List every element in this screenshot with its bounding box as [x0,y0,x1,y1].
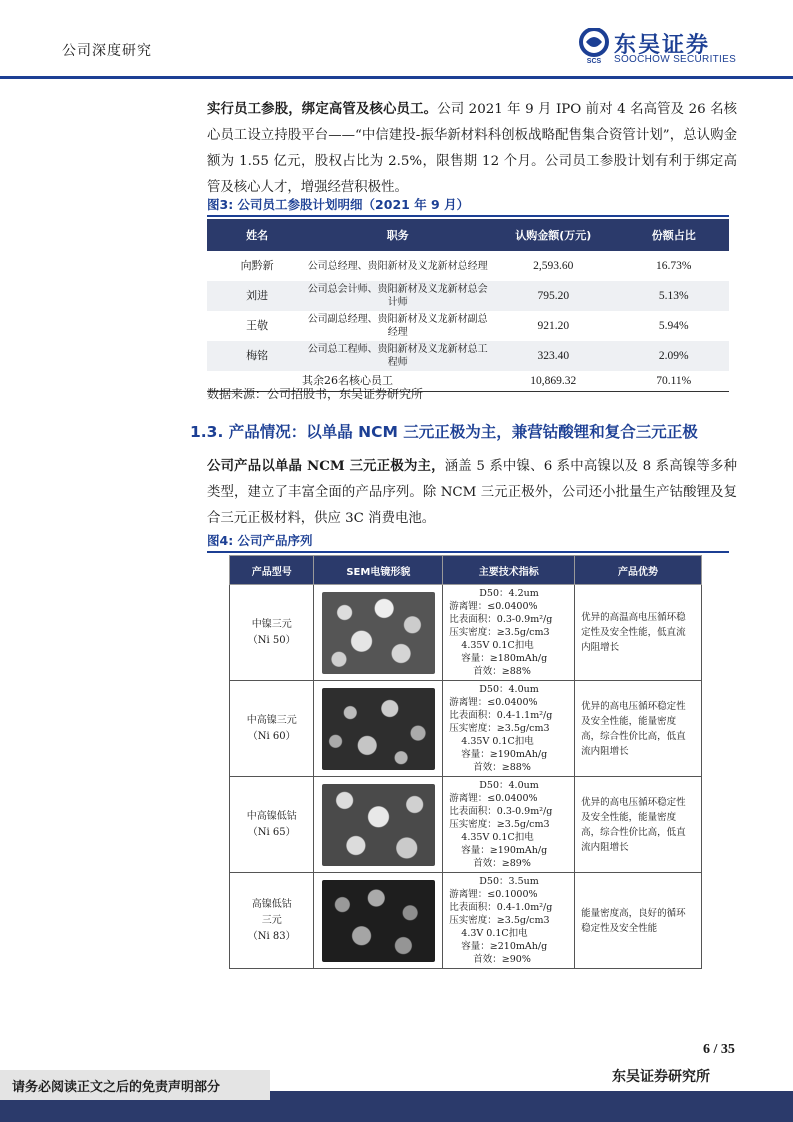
cell-amount: 323.40 [488,341,618,371]
product-row [230,681,702,777]
cell-share: 16.73% [655,260,692,272]
col-header-role: 职务 [307,219,488,251]
table-row [207,281,729,311]
sem-image-cell [314,873,443,969]
product-ni-label: （Ni 83） [247,930,296,942]
spec-test-condition: 4.35V 0.1C扣电 [461,832,534,843]
figure4-caption: 图4: 公司产品序列 [207,533,313,548]
intro-bold: 实行员工参股，绑定高管及核心员工。 [207,101,438,117]
product-specs [443,873,575,969]
product-text: 涵盖 5 系中镍、6 系中高镍以及 8 系高镍等多种类型，建立了丰富全面的产品序列。除 NCM 三元正极外，公司还小批量生产钴酸锂及复合三元正极材料，供应 3C 消费电池。 [207,459,737,526]
product-series-table [229,555,702,969]
product-name-line: 三元 [261,914,282,926]
header-rule [0,76,793,79]
table-row [207,311,729,341]
spec-efficiency: 首效：≥88% [473,762,531,773]
spec-test-condition: 4.35V 0.1C扣电 [461,640,534,651]
product-advantage: 优异的高电压循环稳定性及安全性能，能量密度高，综合性价比高，低直流内阻增长 [575,777,702,873]
cell-amount: 2,593.60 [533,260,574,272]
figure3-caption-rule [207,215,729,217]
table-row [207,341,729,371]
product-name-line: 高镍低钴 [251,898,292,910]
product-name [230,681,314,777]
spec-test-condition: 4.35V 0.1C扣电 [461,736,534,747]
spec-free-lithium: 游离锂：≤0.0400% [449,793,538,804]
col-header-sem: SEM电镜形貌 [314,556,443,585]
cell-share: 5.13% [618,281,729,311]
page-number: 6 / 35 [703,1042,735,1057]
product-name [230,777,314,873]
spec-density: 压实密度：≥3.5g/cm3 [449,627,550,638]
intro-text: 公司 2021 年 9 月 IPO 前对 4 名高管及 26 名核心员工设立持股平台——“中信建投-振华新材料科创板战略配售集合资管计划”，总认购金额为 1.55 亿元，股权占比为 2.5%，限售期 12 个月。公司员工参股计划有利于绑定高管及核心人才，增强经营积极性。 [207,102,738,195]
spec-free-lithium: 游离锂：≤0.0400% [449,697,538,708]
product-ni-label: （Ni 50） [247,634,296,646]
spec-capacity: 容量：≥180mAh/g [461,653,548,664]
cell-role: 公司副总经理、贵阳新材及义龙新材副总经理 [307,314,488,338]
sem-micrograph-image [322,592,435,674]
spec-d50: D50：4.2um [479,588,539,599]
cell-name: 王敬 [246,319,269,332]
spec-efficiency: 首效：≥89% [473,858,531,869]
sem-micrograph-image [322,880,435,962]
sem-micrograph-image [322,784,435,866]
product-advantage: 优异的高电压循环稳定性及安全性能，能量密度高，综合性价比高，低直流内阻增长 [575,681,702,777]
table-row [207,251,729,281]
cell-name: 梅铭 [207,341,307,371]
spec-d50: D50：4.0um [479,684,539,695]
spec-surface-area: 比表面积：0.3-0.9m²/g [449,614,553,625]
spec-free-lithium: 游离锂：≤0.1000% [449,889,538,900]
sem-image-cell [314,777,443,873]
product-specs [443,681,575,777]
figure3-caption: 图3: 公司员工参股计划明细（2021 年 9 月） [207,197,470,212]
cell-amount: 921.20 [537,320,570,332]
product-name [230,585,314,681]
cell-others-label: 其余26名核心员工 [207,371,488,392]
spec-capacity: 容量：≥210mAh/g [461,941,548,952]
employee-share-table [207,219,729,392]
data-source: 数据来源：公司招股书，东吴证券研究所 [207,387,424,401]
figure4-caption-rule [207,551,729,553]
product-name [230,873,314,969]
col-header-name: 姓名 [207,219,307,251]
logo-mark-text: SCS [586,58,602,64]
spec-d50: D50：4.0um [479,780,539,791]
product-ni-label: （Ni 60） [247,730,296,742]
spec-efficiency: 首效：≥90% [473,954,531,965]
cell-share: 70.11% [618,371,729,392]
logo-mark-icon [578,28,610,64]
spec-capacity: 容量：≥190mAh/g [461,845,548,856]
sem-micrograph-image [322,688,435,770]
product-name-line: 中镍三元 [251,618,292,630]
sem-image-cell [314,681,443,777]
cell-share: 2.09% [618,341,729,371]
spec-capacity: 容量：≥190mAh/g [461,749,548,760]
product-row [230,777,702,873]
brand-logo [578,28,738,68]
spec-free-lithium: 游离锂：≤0.0400% [449,601,538,612]
cell-share: 5.94% [658,320,689,332]
product-advantage: 能量密度高，良好的循环稳定性及安全性能 [575,873,702,969]
product-specs [443,585,575,681]
col-header-specs: 主要技术指标 [443,556,575,585]
sem-image-cell [314,585,443,681]
product-name-line: 中高镍三元 [246,714,297,726]
cell-name: 向黔新 [240,259,274,272]
cell-role: 公司总工程师、贵阳新材及义龙新材总工程师 [307,341,488,371]
disclaimer-text: 请务必阅读正文之后的免责声明部分 [12,1080,221,1095]
col-header-share: 份额占比 [618,219,729,251]
product-row [230,873,702,969]
spec-density: 压实密度：≥3.5g/cm3 [449,723,550,734]
cell-amount: 10,869.32 [488,371,618,392]
intro-paragraph [207,96,737,201]
cell-name: 刘进 [207,281,307,311]
cell-amount: 795.20 [488,281,618,311]
col-header-amount: 认购金额(万元) [488,219,618,251]
section-heading: 1.3. 产品情况：以单晶 NCM 三元正极为主，兼营钴酸锂和复合三元正极 [190,423,698,441]
footer-organization: 东吴证券研究所 [612,1069,710,1085]
product-ni-label: （Ni 65） [247,826,296,838]
col-header-model: 产品型号 [230,556,314,585]
spec-test-condition: 4.3V 0.1C扣电 [461,928,528,939]
spec-d50: D50：3.5um [479,876,539,887]
logo-chinese: 东吴证券 [614,33,711,58]
spec-density: 压实密度：≥3.5g/cm3 [449,819,550,830]
product-bold: 公司产品以单晶 NCM 三元正极为主， [207,458,445,474]
logo-english: SOOCHOW SECURITIES [614,54,737,65]
product-name-line: 中高镍低钴 [246,810,297,822]
product-row [230,585,702,681]
spec-surface-area: 比表面积：0.4-1.1m²/g [449,710,553,721]
spec-surface-area: 比表面积：0.4-1.0m²/g [449,902,553,913]
product-paragraph [207,453,737,532]
spec-density: 压实密度：≥3.5g/cm3 [449,915,550,926]
spec-efficiency: 首效：≥88% [473,666,531,677]
col-header-advantage: 产品优势 [575,556,702,585]
document-type: 公司深度研究 [62,43,152,59]
cell-role: 公司总经理、贵阳新材及义龙新材总经理 [307,260,488,272]
product-advantage: 优异的高温高电压循环稳定性及安全性能，低直流内阻增长 [575,585,702,681]
spec-surface-area: 比表面积：0.3-0.9m²/g [449,806,553,817]
cell-role: 公司总会计师、贵阳新材及义龙新材总会计师 [307,281,488,311]
product-specs [443,777,575,873]
